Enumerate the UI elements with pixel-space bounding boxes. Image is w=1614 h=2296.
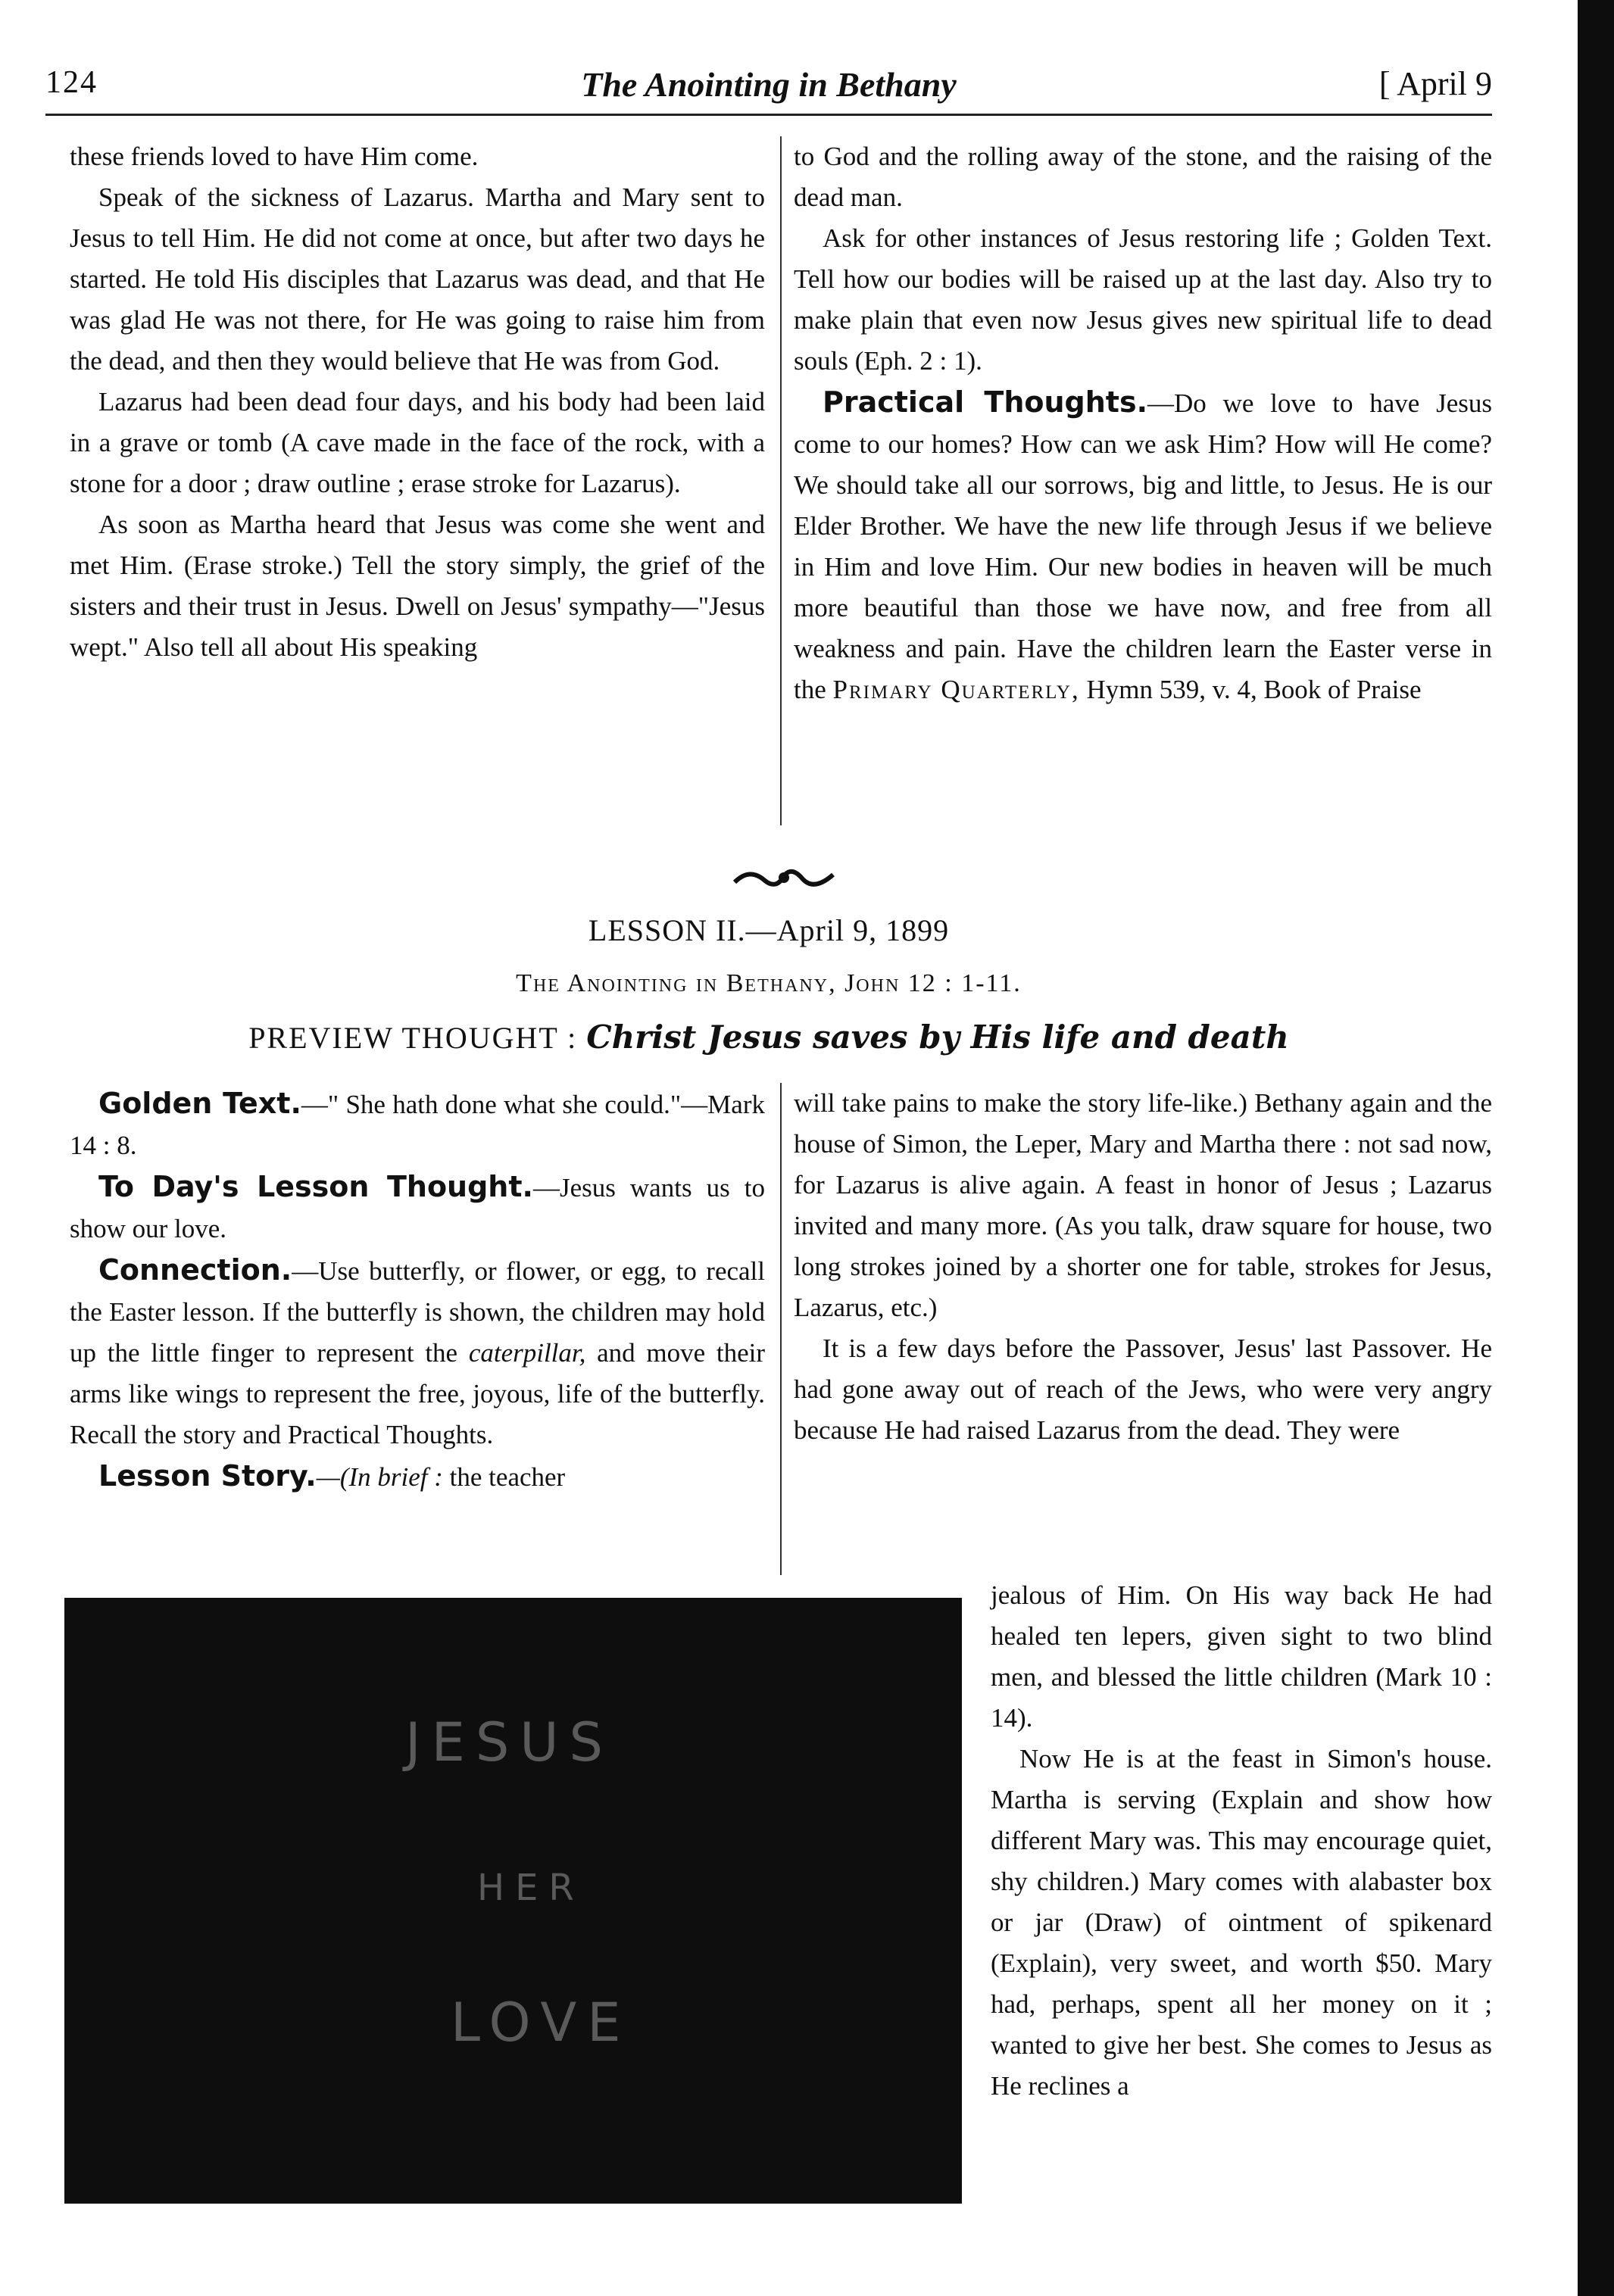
scan-edge-bar xyxy=(1578,0,1614,2296)
bottom-left-column xyxy=(70,1083,765,1498)
paragraph: Speak of the sickness of Lazarus. Martha and Mary sent to Jesus to tell Him. He did not come at once, but after two days he started. He told His disciples that Lazarus was dead, and that He was glad He was not there, for He was going to raise him from the dead, and then they would believe that He was from God. xyxy=(70,182,765,376)
practical-thoughts-label: Practical Thoughts. xyxy=(823,385,1148,419)
bottom-right-column xyxy=(794,1083,1492,1451)
lesson-subheading: The Anointing in Bethany, John 12 : 1-11. xyxy=(516,969,1022,997)
paragraph: Ask for other instances of Jesus restoring life ; Golden Text. Tell how our bodies will be raised up at the last day. Also try to make plain that even now Jesus gives new spiritual life to dead souls (Eph. 2 : 1). xyxy=(794,223,1492,376)
blackboard-word-bottom: LOVE xyxy=(451,1992,632,2054)
primary-quarterly: Primary Quarterly, xyxy=(832,675,1080,704)
blackboard-word-top: JESUS xyxy=(405,1711,613,1773)
paragraph: Now He is at the feast in Simon's house. Martha is serving (Explain and show how different Mary was. This may encourage quiet, shy children.) Mary comes with alabaster box or jar (Draw) of ointment of spikenard (Explain), very sweet, and worth $50. Mary had, perhaps, spent all her money on it ; wanted to give her best. She comes to Jesus as He reclines a xyxy=(991,1744,1492,2101)
preview-thought xyxy=(45,1019,1492,1056)
lesson-story xyxy=(70,1455,765,1498)
image-side-column xyxy=(991,1575,1492,2107)
paragraph: to God and the rolling away of the stone, and the raising of the dead man. xyxy=(794,142,1492,212)
paragraph: will take pains to make the story life-like.) Bethany again and the house of Simon, the Leper, Mary and Martha there : not sad now, for Lazarus is alive again. A feast in honor of Jesus ; Lazarus invited and many more. (As you talk, draw square for house, two long strokes joined by a shorter one for table, strokes for Jesus, Lazarus, etc.) xyxy=(794,1088,1492,1322)
running-title: The Anointing in Bethany xyxy=(581,65,957,104)
ornament-divider xyxy=(731,859,837,897)
hymn-reference: Hymn 539, v. 4, Book of Praise xyxy=(1079,675,1422,704)
preview-text: Christ Jesus saves by His life and death xyxy=(586,1019,1289,1056)
connection xyxy=(70,1249,765,1455)
column-divider xyxy=(780,1083,782,1575)
connection-body-1: —Use butterfly, or flower, or egg, to recall the Easter lesson. If the butterfly is shown, the children may hold up the little finger to represent the xyxy=(70,1256,765,1368)
today-body: —Jesus wants us to show our love. xyxy=(70,1173,765,1243)
lesson-story-body: the teacher xyxy=(442,1462,566,1492)
blackboard-word-middle: HER xyxy=(477,1867,585,1909)
golden-text-body: —" She hath done what she could."—Mark 14 : 8. xyxy=(70,1090,765,1160)
connection-body-2: and move their arms like wings to represent the free, joyous, life of the butterfly. Recall the story and Practical Thoughts. xyxy=(70,1338,765,1449)
paragraph: these friends loved to have Him come. xyxy=(70,142,479,171)
connection-italic: caterpillar, xyxy=(468,1338,586,1368)
running-header xyxy=(45,64,1492,117)
paragraph: Lazarus had been dead four days, and his body had been laid in a grave or tomb (A cave made in the face of the rock, with a stone for a door ; draw outline ; erase stroke for Lazarus). xyxy=(70,387,765,498)
paragraph: As soon as Martha heard that Jesus was come she went and met Him. (Erase stroke.) Tell the story simply, the grief of the sisters and their trust in Jesus. Dwell on Jesus' sympathy—"Jesus wept." Also tell all about His speaking xyxy=(70,510,765,662)
lesson-story-italic: —(In brief : xyxy=(316,1462,443,1492)
lesson-heading: LESSON II.—April 9, 1899 xyxy=(588,913,950,947)
top-left-column xyxy=(70,136,765,668)
page-number: 124 xyxy=(45,65,98,100)
top-right-column xyxy=(794,136,1492,710)
column-divider xyxy=(780,136,782,825)
preview-label: PREVIEW THOUGHT : xyxy=(248,1021,587,1055)
connection-label: Connection. xyxy=(98,1253,292,1287)
lesson-story-label: Lesson Story. xyxy=(98,1459,317,1493)
practical-thoughts xyxy=(794,382,1492,710)
today-lesson-thought xyxy=(70,1166,765,1249)
paragraph: It is a few days before the Passover, Jesus' last Passover. He had gone away out of reach of the Jews, who were very angry because He had raised Lazarus from the dead. They were xyxy=(794,1334,1492,1445)
golden-text-label: Golden Text. xyxy=(98,1087,301,1120)
header-date: [ April 9 xyxy=(1378,65,1492,102)
practical-thoughts-text: —Do we love to have Jesus come to our homes? How can we ask Him? How will He come? We should take all our sorrows, big and little, to Jesus. He is our Elder Brother. We have the new life through Jesus if we believe in Him and love Him. Our new bodies in heaven will be much more beautiful than those we have now, and free from all weakness and pain. Have the children learn the Easter verse in the xyxy=(794,388,1492,704)
blackboard-illustration xyxy=(64,1598,962,2204)
golden-text xyxy=(70,1083,765,1166)
today-label: To Day's Lesson Thought. xyxy=(98,1170,533,1203)
header-rule xyxy=(45,114,1492,116)
paragraph: jealous of Him. On His way back He had healed ten lepers, given sight to two blind men, and blessed the little children (Mark 10 : 14). xyxy=(991,1580,1492,1733)
